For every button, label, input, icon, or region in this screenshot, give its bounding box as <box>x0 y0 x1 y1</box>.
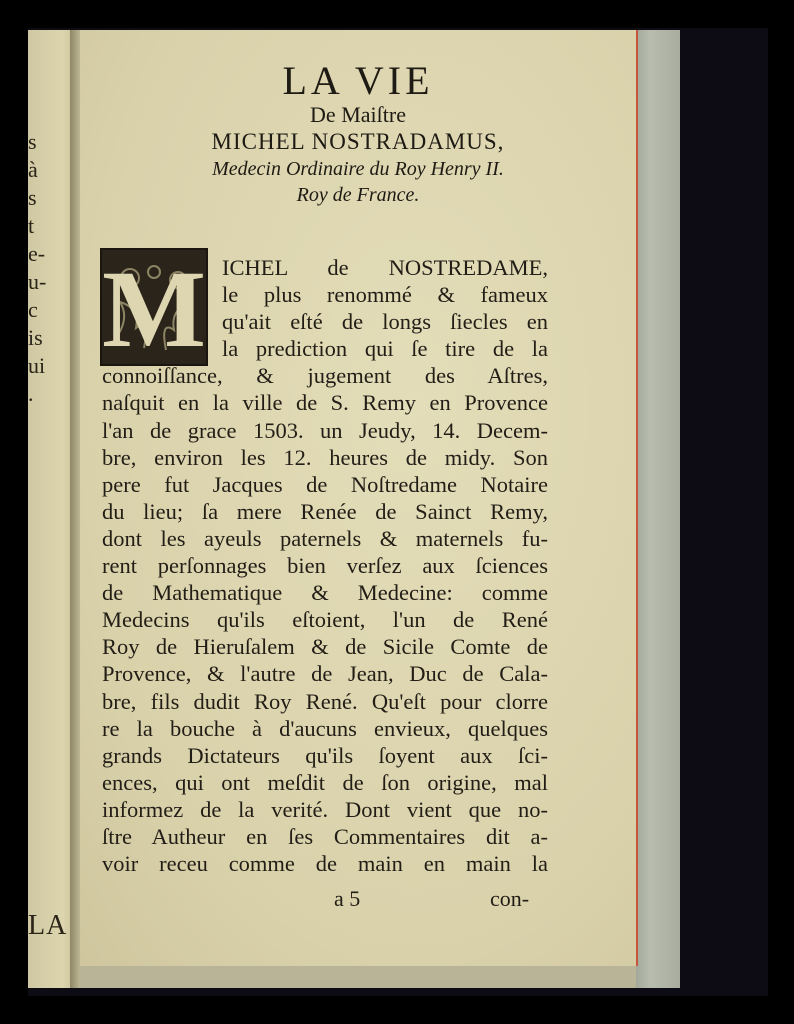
text-line: dont les ayeuls paternels & maternels fu- <box>102 525 548 551</box>
text-line: ſtre Autheur en ſes Commentaires dit a- <box>102 823 548 849</box>
text-line: rent perſonnages bien verſez aux ſciences <box>102 553 548 579</box>
text-line: grands Dictateurs qu'ils ſoyent aux ſci- <box>102 742 548 768</box>
left-fragment: e- <box>28 241 46 266</box>
left-fragment: c <box>28 297 38 322</box>
left-fragment: is <box>28 325 43 350</box>
text-line: informez de la verité. Dont vient que no- <box>102 796 548 822</box>
text-line: bre, environ les 12. heures de midy. Son <box>102 444 548 470</box>
page-subtitle: De Maiſtre <box>310 102 406 127</box>
text-line: connoiſſance, & jugement des Aſtres, <box>102 363 548 389</box>
left-fragment: s <box>28 129 37 154</box>
text-line: Provence, & l'autre de Jean, Duc de Cala- <box>102 661 548 687</box>
initial-letter: M <box>102 248 206 370</box>
text-line: l'an de grace 1503. un Jeudy, 14. Decem- <box>102 417 548 443</box>
left-fragment: s <box>28 185 37 210</box>
text-line: naſquit en la ville de S. Remy en Provence <box>102 390 548 416</box>
text-line: Medecins qu'ils eſtoient, l'un de René <box>102 607 548 633</box>
left-fragment: . <box>28 381 34 406</box>
subject-role-line-1: Medecin Ordinaire du Roy Henry II. <box>212 158 504 180</box>
text-line: ences, qui ont meſdit de ſon origine, mal <box>102 769 548 795</box>
text-line: voir receu comme de main en main la <box>102 851 548 877</box>
text-line: qu'ait eſté de longs ſiecles en <box>222 309 548 335</box>
text-line: le plus renommé & fameux <box>222 282 548 308</box>
left-fragment: u- <box>28 269 47 294</box>
text-line: pere fut Jacques de Noſtredame Notaire <box>102 471 548 497</box>
left-fragment: t <box>28 213 35 238</box>
text-line: du lieu; ſa mere Renée de Sainct Remy, <box>102 498 548 524</box>
page-title: LA VIE <box>282 58 434 103</box>
signature-mark: a 5 <box>334 886 361 911</box>
catchword: con- <box>490 886 530 911</box>
left-page-catchword: LA <box>28 910 68 941</box>
body-text <box>102 254 548 877</box>
subject-role-line-2: Roy de France. <box>296 184 420 206</box>
page-edge <box>80 966 636 988</box>
text-line: la prediction qui ſe tire de la <box>222 336 548 362</box>
left-fragment: à <box>28 157 38 182</box>
subject-name: MICHEL NOSTRADAMUS, <box>211 129 505 154</box>
text-line: Roy de Hieruſalem & de Sicile Comte de <box>102 634 548 660</box>
text-line: re la bouche à d'aucuns envieux, quelques <box>102 715 548 741</box>
left-fragment: ui <box>28 353 46 378</box>
text-line: de Mathematique & Medecine: comme <box>102 580 548 606</box>
page-header <box>80 60 636 208</box>
text-line: bre, fils dudit Roy René. Qu'eſt pour clorre <box>102 688 548 714</box>
text-line: ICHEL de NOSTREDAME, <box>222 255 548 280</box>
book-page <box>80 30 638 966</box>
